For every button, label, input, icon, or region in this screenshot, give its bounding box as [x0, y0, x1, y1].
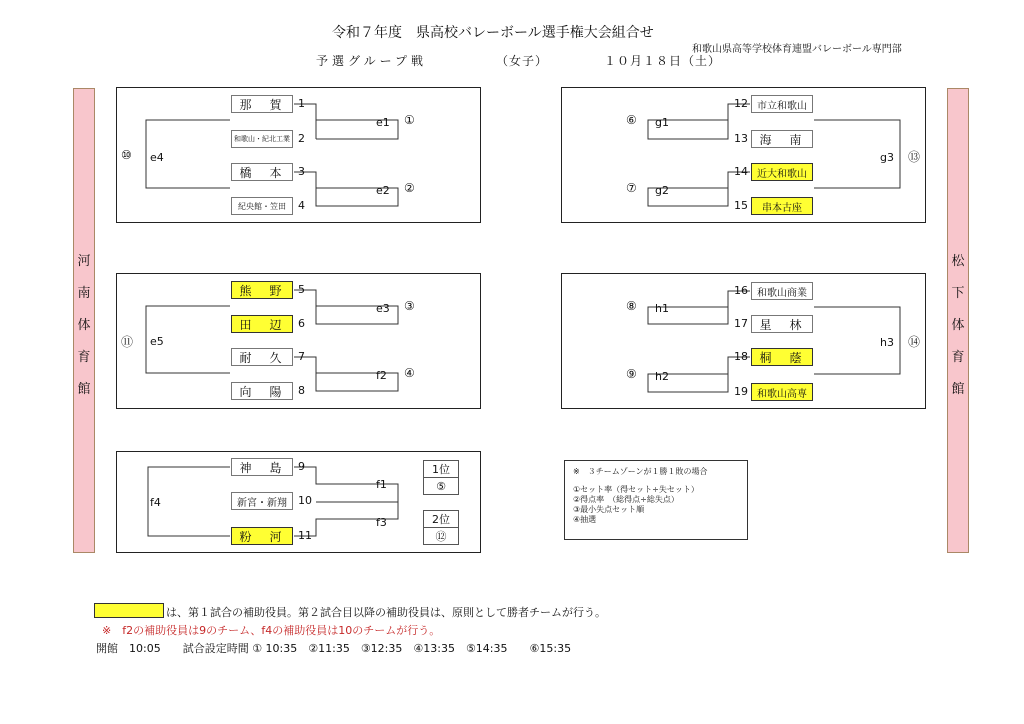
team-box: 新宮・新翔 [231, 492, 293, 510]
team-number: 13 [734, 132, 748, 145]
venue-right-char: 体 [951, 318, 965, 333]
team-number: 10 [298, 494, 312, 507]
team-number: 12 [734, 97, 748, 110]
legend-highlight-swatch [94, 603, 164, 618]
match-label: f2 [376, 369, 387, 382]
match-label: f3 [376, 516, 387, 529]
team-box-highlighted: 粉 河 [231, 527, 293, 545]
match-number: ⑦ [626, 181, 637, 195]
match-label: e1 [376, 116, 390, 129]
team-number: 4 [298, 199, 305, 212]
team-box-highlighted: 和歌山高専 [751, 383, 813, 401]
match-number: ② [404, 181, 415, 195]
team-number: 7 [298, 350, 305, 363]
team-box-highlighted: 串本古座 [751, 197, 813, 215]
match-label: h3 [880, 336, 894, 349]
tiebreak-rule: ①セット率（得セット÷失セット） [573, 485, 699, 494]
team-box: 那 賀 [231, 95, 293, 113]
match-label: g1 [655, 116, 669, 129]
team-box: 市立和歌山 [751, 95, 813, 113]
tiebreak-rule: ④抽選 [573, 515, 597, 524]
venue-right-char: 育 [951, 350, 965, 365]
match-number: ① [404, 113, 415, 127]
footer-legend: は、第１試合の補助役員。第２試合目以降の補助役員は、原則として勝者チームが行う。 [166, 606, 606, 619]
team-box: 和歌山・紀北工業 [231, 130, 293, 148]
footer-schedule: 開館 10:05 試合設定時間 ① 10:35 ②11:35 ③12:35 ④13:35 ⑤14:35 ⑥15:35 [96, 642, 572, 655]
match-label: h1 [655, 302, 669, 315]
team-number: 2 [298, 132, 305, 145]
page-subtitle: 予選グループ戦 [316, 54, 428, 68]
match-label: f1 [376, 478, 387, 491]
team-box: 橋 本 [231, 163, 293, 181]
match-number: ⑭ [908, 335, 921, 349]
footer-note: ※ f2の補助役員は9のチーム、f4の補助役員は10のチームが行う。 [102, 624, 441, 637]
team-box: 紀央館・笠田 [231, 197, 293, 215]
tiebreak-note-box [564, 460, 748, 540]
match-number: ⑪ [121, 335, 134, 349]
organizer: 和歌山県高等学校体育連盟バレーボール専門部 [692, 44, 902, 55]
match-number: ⑬ [908, 150, 921, 164]
team-number: 1 [298, 97, 305, 110]
gender-label: （女子） [496, 54, 549, 68]
team-box: 神 島 [231, 458, 293, 476]
team-number: 16 [734, 284, 748, 297]
team-number: 14 [734, 165, 748, 178]
match-number: ⑧ [626, 299, 637, 313]
match-number: ⑩ [121, 148, 132, 162]
match-label: f4 [150, 496, 161, 509]
team-box: 星 林 [751, 315, 813, 333]
match-label: e5 [150, 335, 164, 348]
venue-right-char: 下 [951, 286, 965, 301]
match-number: ⑥ [626, 113, 637, 127]
team-number: 8 [298, 384, 305, 397]
team-number: 18 [734, 350, 748, 363]
venue-left-char: 体 [77, 318, 91, 333]
team-number: 3 [298, 165, 305, 178]
venue-left-char: 館 [77, 382, 91, 397]
rank-label: 1位 [423, 460, 459, 478]
rank-value: ⑫ [423, 527, 459, 545]
team-box: 海 南 [751, 130, 813, 148]
rank-label: 2位 [423, 510, 459, 528]
team-box-highlighted: 近大和歌山 [751, 163, 813, 181]
team-box: 和歌山商業 [751, 282, 813, 300]
team-box-highlighted: 熊 野 [231, 281, 293, 299]
team-number: 17 [734, 317, 748, 330]
match-label: g3 [880, 151, 894, 164]
tiebreak-rule: ③最小失点セット順 [573, 505, 645, 514]
tiebreak-note-title: ※ ３チームゾーンが１勝１敗の場合 [573, 467, 708, 476]
venue-left-char: 育 [77, 350, 91, 365]
match-number: ⑨ [626, 367, 637, 381]
match-label: g2 [655, 184, 669, 197]
match-label: e3 [376, 302, 390, 315]
venue-right-char: 館 [951, 382, 965, 397]
match-label: h2 [655, 370, 669, 383]
match-number: ④ [404, 366, 415, 380]
team-number: 6 [298, 317, 305, 330]
team-number: 19 [734, 385, 748, 398]
venue-right-char: 松 [951, 254, 965, 269]
match-label: e2 [376, 184, 390, 197]
tiebreak-rule: ②得点率 （総得点÷総失点） [573, 495, 679, 504]
team-number: 9 [298, 460, 305, 473]
team-number: 15 [734, 199, 748, 212]
match-label: e4 [150, 151, 164, 164]
match-date: １０月１８日（土） [604, 54, 722, 68]
team-number: 11 [298, 529, 312, 542]
team-box: 耐 久 [231, 348, 293, 366]
page-title: 令和７年度 県高校バレーボール選手権大会組合せ [332, 25, 654, 41]
team-number: 5 [298, 283, 305, 296]
team-box-highlighted: 桐 蔭 [751, 348, 813, 366]
rank-value: ⑤ [423, 477, 459, 495]
venue-left-char: 南 [77, 286, 91, 301]
venue-left-char: 河 [77, 254, 91, 269]
team-box: 向 陽 [231, 382, 293, 400]
team-box-highlighted: 田 辺 [231, 315, 293, 333]
match-number: ③ [404, 299, 415, 313]
